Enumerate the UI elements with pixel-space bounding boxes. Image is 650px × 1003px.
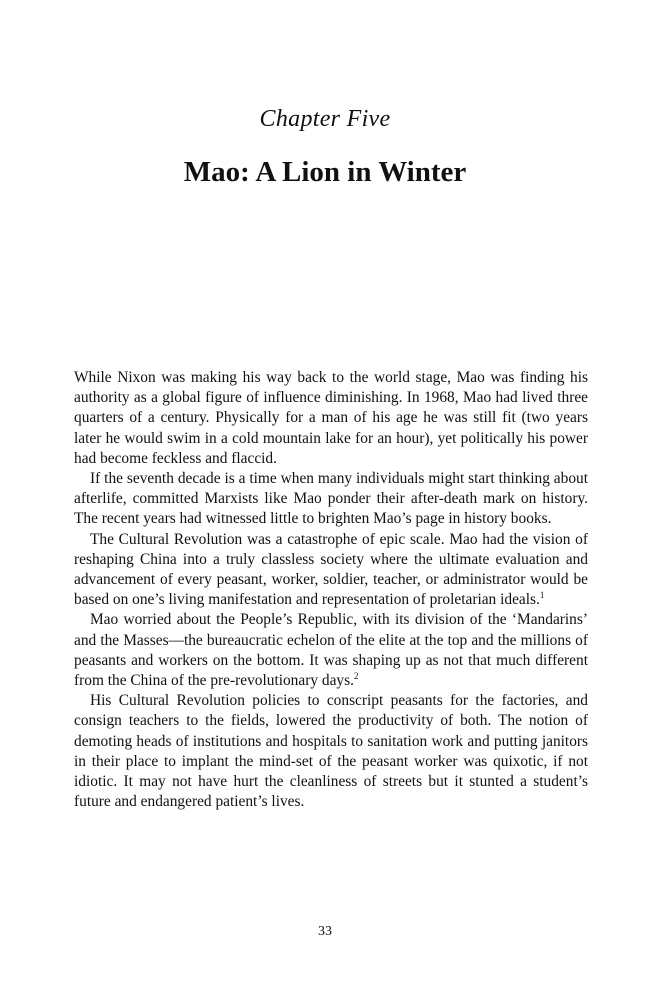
paragraph-text: His Cultural Revolution policies to conscript peasants for the factories, and consign teachers to the fields, lowered the productivity of both. The notion of demoting heads of institutions and hospitals to sanitation work and putting janitors in their place to implant the mind-set of the peasant worker was quixotic, if not idiotic. It may not have hurt the cleanliness of streets but it stunted a student’s future and endangered patient’s lives.	[74, 692, 588, 811]
footnote-marker[interactable]: 1	[539, 590, 545, 601]
chapter-title: Mao: A Lion in Winter	[183, 156, 467, 188]
paragraph-text: If the seventh decade is a time when many individuals might start thinking about afterlife, committed Marxists like Mao ponder their after-death mark on history. The recent years had witnessed little to brighten Mao’s page in history books.	[74, 470, 588, 528]
paragraph	[74, 691, 588, 812]
paragraph	[74, 610, 588, 691]
paragraph-text: Mao worried about the People’s Republic, with its division of the ‘Mandarins’ and the Masses—the bureaucratic echelon of the elite at the top and the millions of peasants and workers on the bottom. It was shaping up as not that much different from the China of the pre-revolutionary days.	[74, 611, 588, 690]
footnote-marker[interactable]: 2	[353, 671, 359, 682]
chapter-label: Chapter Five	[259, 106, 391, 132]
body-text	[74, 368, 588, 812]
paragraph-text: The Cultural Revolution was a catastrophe of epic scale. Mao had the vision of reshaping China into a truly classless society where the ultimate evaluation and advancement of every peasant, worker, soldier, teacher, or administrator would be based on one’s living manifestation and representation of proletarian ideals.	[74, 530, 588, 609]
paragraph	[74, 530, 588, 611]
paragraph-text: While Nixon was making his way back to the world stage, Mao was finding his authority as a global figure of influence diminishing. In 1968, Mao had lived three quarters of a century. Physically for a man of his age he was still fit (two years later he would swim in a cold mountain lake for an hour), yet politically his power had become feckless and flaccid.	[74, 369, 588, 467]
paragraph	[74, 469, 588, 530]
paragraph	[74, 368, 588, 469]
page-number: 33	[318, 924, 332, 939]
